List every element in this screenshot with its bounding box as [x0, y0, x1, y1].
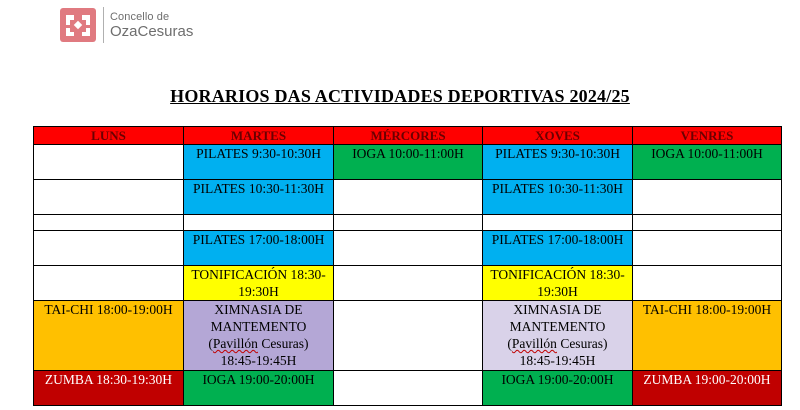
- cell-martes: TONIFICACIÓN 18:30-19:30H: [184, 266, 334, 301]
- place-word: Pavillón: [511, 336, 557, 351]
- cell-xoves: PILATES 10:30-11:30H: [483, 180, 633, 215]
- cell-mercores: [334, 371, 483, 406]
- cell-xoves: PILATES 9:30-10:30H: [483, 145, 633, 180]
- cell-xoves: TONIFICACIÓN 18:30-19:30H: [483, 266, 633, 301]
- cell-venres: [633, 231, 782, 266]
- day-header-martes: MARTES: [184, 127, 334, 145]
- cell-venres: TAI-CHI 18:00-19:00H: [633, 301, 782, 371]
- cell-mercores: [334, 215, 483, 231]
- day-header-mercores: MÉRCORES: [334, 127, 483, 145]
- day-header-luns: LUNS: [34, 127, 184, 145]
- cell-luns: [34, 180, 184, 215]
- cell-luns: [34, 266, 184, 301]
- cell-luns: [34, 145, 184, 180]
- table-row: [34, 145, 782, 180]
- table-row: [34, 301, 782, 371]
- activity-time: 18:45-19:45H: [220, 353, 297, 368]
- cell-luns: [34, 231, 184, 266]
- logo-line1: Concello de: [110, 10, 170, 23]
- cell-martes: [184, 215, 334, 231]
- cell-venres: IOGA 10:00-11:00H: [633, 145, 782, 180]
- cell-xoves: [483, 301, 633, 371]
- table-row: [34, 231, 782, 266]
- header-row: [34, 127, 782, 145]
- cell-martes: PILATES 9:30-10:30H: [184, 145, 334, 180]
- cell-luns: ZUMBA 18:30-19:30H: [34, 371, 184, 406]
- cell-mercores: IOGA 10:00-11:00H: [334, 145, 483, 180]
- page-title: HORARIOS DAS ACTIVIDADES DEPORTIVAS 2024/25: [170, 86, 630, 106]
- activity-place: (Pavillón Cesuras): [208, 336, 309, 351]
- concello-logo-icon: [58, 6, 98, 44]
- cell-martes: PILATES 10:30-11:30H: [184, 180, 334, 215]
- cell-mercores: [334, 180, 483, 215]
- schedule-table: [33, 126, 782, 406]
- cell-luns: TAI-CHI 18:00-19:00H: [34, 301, 184, 371]
- table-row: [34, 180, 782, 215]
- logo: [58, 3, 193, 47]
- activity-name: XIMNASIA DE MANTEMENTO: [509, 302, 606, 334]
- cell-mercores: [334, 266, 483, 301]
- place-word: Pavillón: [212, 336, 258, 351]
- logo-text: [110, 12, 193, 39]
- cell-venres: ZUMBA 19:00-20:00H: [633, 371, 782, 406]
- day-header-venres: VENRES: [633, 127, 782, 145]
- cell-luns: [34, 215, 184, 231]
- day-header-xoves: XOVES: [483, 127, 633, 145]
- activity-place: (Pavillón Cesuras): [507, 336, 608, 351]
- activity-name: XIMNASIA DE MANTEMENTO: [210, 302, 307, 334]
- cell-venres: [633, 266, 782, 301]
- logo-divider: [103, 7, 104, 43]
- cell-venres: [633, 180, 782, 215]
- table-row: [34, 266, 782, 301]
- cell-martes: [184, 301, 334, 371]
- table-row: [34, 371, 782, 406]
- cell-martes: IOGA 19:00-20:00H: [184, 371, 334, 406]
- cell-xoves: IOGA 19:00-20:00H: [483, 371, 633, 406]
- cell-mercores: [334, 231, 483, 266]
- cell-mercores: [334, 301, 483, 371]
- cell-xoves: [483, 215, 633, 231]
- cell-martes: PILATES 17:00-18:00H: [184, 231, 334, 266]
- activity-time: 18:45-19:45H: [519, 353, 596, 368]
- cell-xoves: PILATES 17:00-18:00H: [483, 231, 633, 266]
- table-row: [34, 215, 782, 231]
- cell-venres: [633, 215, 782, 231]
- logo-line2: OzaCesuras: [110, 22, 194, 40]
